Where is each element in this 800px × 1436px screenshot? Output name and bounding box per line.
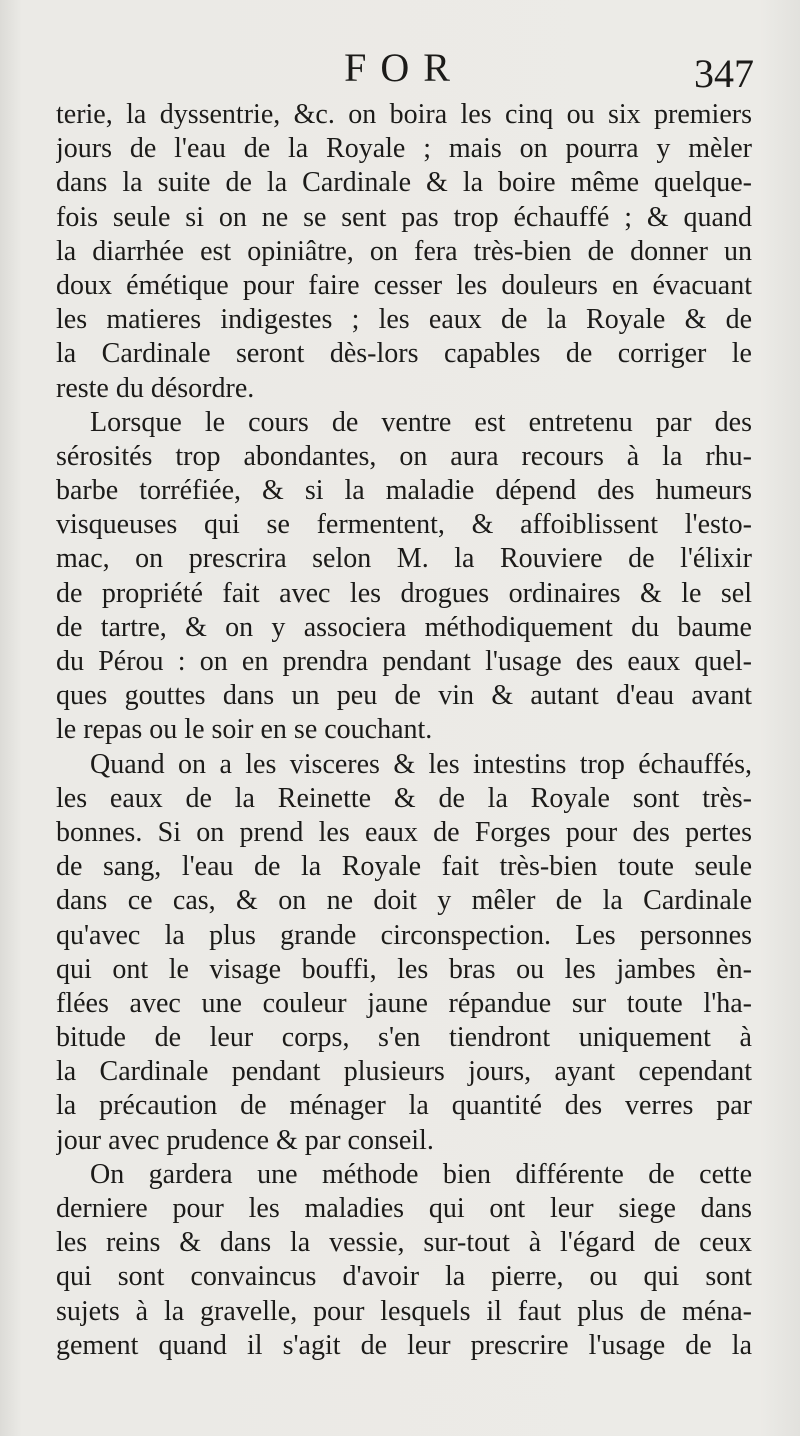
text-line: qu'avec la plus grande circonspection. Les personnes: [56, 919, 752, 951]
text-line: qui sont convaincus d'avoir la pierre, ou qui sont: [56, 1261, 752, 1293]
text-line: les reins & dans la vessie, sur-tout à l'égard de ceux: [56, 1227, 752, 1259]
text-line: bonnes. Si on prend les eaux de Forges pour des pertes: [56, 816, 752, 848]
text-line: Quand on a les visceres & les intestins trop échauffés,: [90, 748, 752, 780]
text-line: du Pérou : on en prendra pendant l'usage des eaux quel-: [56, 646, 752, 677]
text-line: sérosités trop abondantes, on aura recours à la rhu-: [56, 440, 752, 472]
text-line: gement quand il s'agit de leur prescrire l'usage de la: [56, 1329, 752, 1361]
text-line: fois seule si on ne se sent pas trop échauffé ; & quand: [56, 201, 752, 233]
text-line: doux émétique pour faire cesser les douleurs en évacuant: [56, 269, 752, 301]
text-line: mac, on prescrira selon M. la Rouviere de l'élixir: [56, 543, 752, 575]
text-line: Lorsque le cours de ventre est entretenu par des: [90, 406, 752, 438]
running-head: FOR: [344, 45, 464, 90]
text-line: terie, la dyssentrie, &c. on boira les cinq ou six premiers: [56, 99, 752, 130]
text-line: qui ont le visage bouffi, les bras ou les jambes èn-: [56, 953, 752, 985]
text-line: reste du désordre.: [56, 372, 255, 404]
text-line: la diarrhée est opiniâtre, on fera très-bien de donner un: [56, 235, 752, 267]
text-line: derniere pour les maladies qui ont leur siege dans: [56, 1193, 752, 1224]
text-line: On gardera une méthode bien différente de cette: [90, 1158, 752, 1190]
text-line: flées avec une couleur jaune répandue sur toute l'ha-: [56, 987, 752, 1019]
text-line: les eaux de la Reinette & de la Royale sont très-: [56, 782, 752, 814]
text-line: jour avec prudence & par conseil.: [56, 1124, 434, 1156]
paragraph: [56, 1158, 752, 1363]
text-line: sujets à la gravelle, pour lesquels il faut plus de ména-: [56, 1295, 752, 1327]
page-number: 347: [694, 51, 754, 96]
paragraph: [56, 406, 752, 748]
text-line: dans ce cas, & on ne doit y mêler de la Cardinale: [56, 885, 752, 917]
text-line: jours de l'eau de la Royale ; mais on pourra y mèler: [56, 133, 752, 165]
text-line: le repas ou le soir en se couchant.: [56, 714, 433, 746]
text-line: de propriété fait avec les drogues ordinaires & le sel: [56, 577, 752, 609]
text-line: visqueuses qui se fermentent, & affoiblissent l'esto-: [56, 509, 752, 541]
text-line: de sang, l'eau de la Royale fait très-bien toute seule: [56, 851, 752, 883]
text-line: la précaution de ménager la quantité des verres par: [56, 1090, 752, 1122]
body-text: [56, 98, 752, 1363]
text-line: les matieres indigestes ; les eaux de la Royale & de: [56, 304, 752, 336]
text-line: dans la suite de la Cardinale & la boire même quelque-: [56, 167, 752, 199]
text-line: ques gouttes dans un peu de vin & autant d'eau avant: [56, 680, 752, 712]
text-line: la Cardinale pendant plusieurs jours, ayant cependant: [56, 1056, 752, 1088]
paragraph: [56, 98, 752, 406]
text-line: bitude de leur corps, s'en tiendront uniquement à: [56, 1022, 752, 1054]
paragraph: [56, 748, 752, 1158]
text-line: de tartre, & on y associera méthodiquement du baume: [56, 611, 752, 643]
running-header: [56, 40, 752, 98]
text-line: la Cardinale seront dès-lors capables de corriger le: [56, 338, 752, 370]
text-line: barbe torréfiée, & si la maladie dépend des humeurs: [56, 475, 752, 507]
